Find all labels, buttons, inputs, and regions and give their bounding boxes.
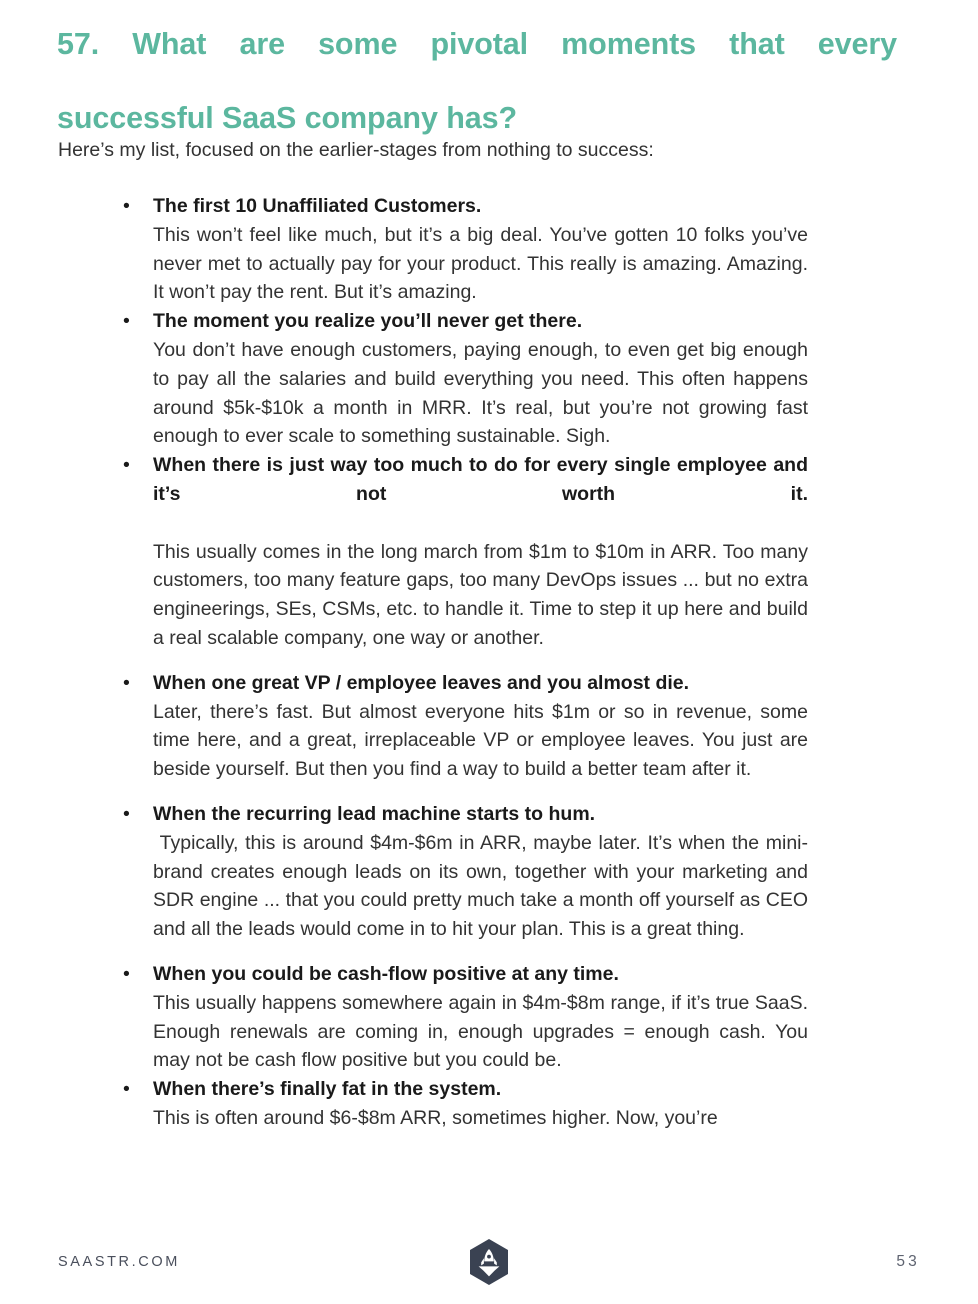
- list-item-title: The first 10 Unaffiliated Customers.: [153, 195, 482, 217]
- bullet-marker-icon: •: [123, 802, 130, 825]
- list-item-body: You don’t have enough customers, paying enough, to even get big enough to pay all the salaries and build everything you need. This often happens around $5k-$10k a month in MRR. It’s real, but you’re not growing fast enough to ever scale to something sustainable. Sigh.: [153, 338, 814, 448]
- bullet-marker-icon: •: [123, 671, 130, 694]
- list-item-title: When one great VP / employee leaves and you almost die.: [153, 671, 690, 694]
- footer-site-name: SAASTR.COM: [58, 1254, 180, 1270]
- bullet-marker-icon: •: [123, 195, 130, 217]
- list-item: [118, 451, 814, 653]
- list-item-title: The moment you realize you’ll never get there.: [153, 310, 583, 333]
- page-footer: [0, 1220, 978, 1304]
- page-title-line-2: successful SaaS company has?: [57, 101, 517, 135]
- list-item-title: When there’s finally fat in the system.: [153, 1078, 502, 1101]
- page-title: [57, 26, 897, 137]
- list-item: [118, 800, 814, 944]
- list-item-body: This usually comes in the long march from $1m to $10m in ARR. Too many customers, too many feature gaps, too many DevOps issues ... but no extra engineerings, SEs, CSMs, etc. to handle it. Time to step it up here and build a real scalable company, one way or another.: [153, 540, 814, 649]
- list-item: [118, 192, 814, 307]
- list-item-body: This won’t feel like much, but it’s a big deal. You’ve gotten 10 folks you’ve never met to actually pay for your product. This really is amazing. Amazing. It won’t pay the rent. But it’s amazing.: [153, 223, 814, 304]
- pivotal-moments-list: [118, 192, 814, 1133]
- page-number: 53: [896, 1253, 920, 1270]
- saastr-rocket-hexagon-logo-icon: [468, 1238, 510, 1286]
- bullet-marker-icon: •: [123, 454, 130, 477]
- list-item: [118, 1075, 808, 1133]
- list-item-body: Later, there’s fast. But almost everyone hits $1m or so in revenue, some time here, and a great, irreplaceable VP or employee leaves. You just are beside yourself. But then you find a way to build a better team after it.: [153, 700, 814, 781]
- list-item: [118, 307, 814, 451]
- bullet-marker-icon: •: [123, 1078, 130, 1101]
- list-item-title: When the recurring lead machine starts to hum.: [153, 802, 596, 825]
- bullet-marker-icon: •: [123, 310, 130, 333]
- list-item-body: This usually happens somewhere again in $4m-$8m range, if it’s true SaaS. Enough renewals are coming in, enough upgrades = enough cash. You may not be cash flow positive but you could be.: [153, 991, 814, 1072]
- list-item: [118, 960, 814, 1075]
- bullet-marker-icon: •: [123, 962, 130, 985]
- list-item-body: This is often around $6-$8m ARR, sometimes higher. Now, you’re: [153, 1106, 718, 1129]
- list-item-title: When there is just way too much to do for every single employee and it’s not worth it.: [153, 454, 808, 505]
- list-item: [118, 669, 814, 784]
- page-title-line-1: 57. What are some pivotal moments that every: [57, 27, 897, 61]
- list-item-body: Typically, this is around $4m-$6m in ARR, maybe later. It’s when the mini-brand creates enough leads on its own, together with your marketing and SDR engine ... that you could pretty much take a month off yourself as CEO and all the leads would come in to hit your plan. This is a great thing.: [153, 831, 814, 941]
- list-item-title: When you could be cash-flow positive at any time.: [153, 962, 619, 985]
- intro-paragraph: Here’s my list, focused on the earlier-stages from nothing to success:: [58, 139, 654, 161]
